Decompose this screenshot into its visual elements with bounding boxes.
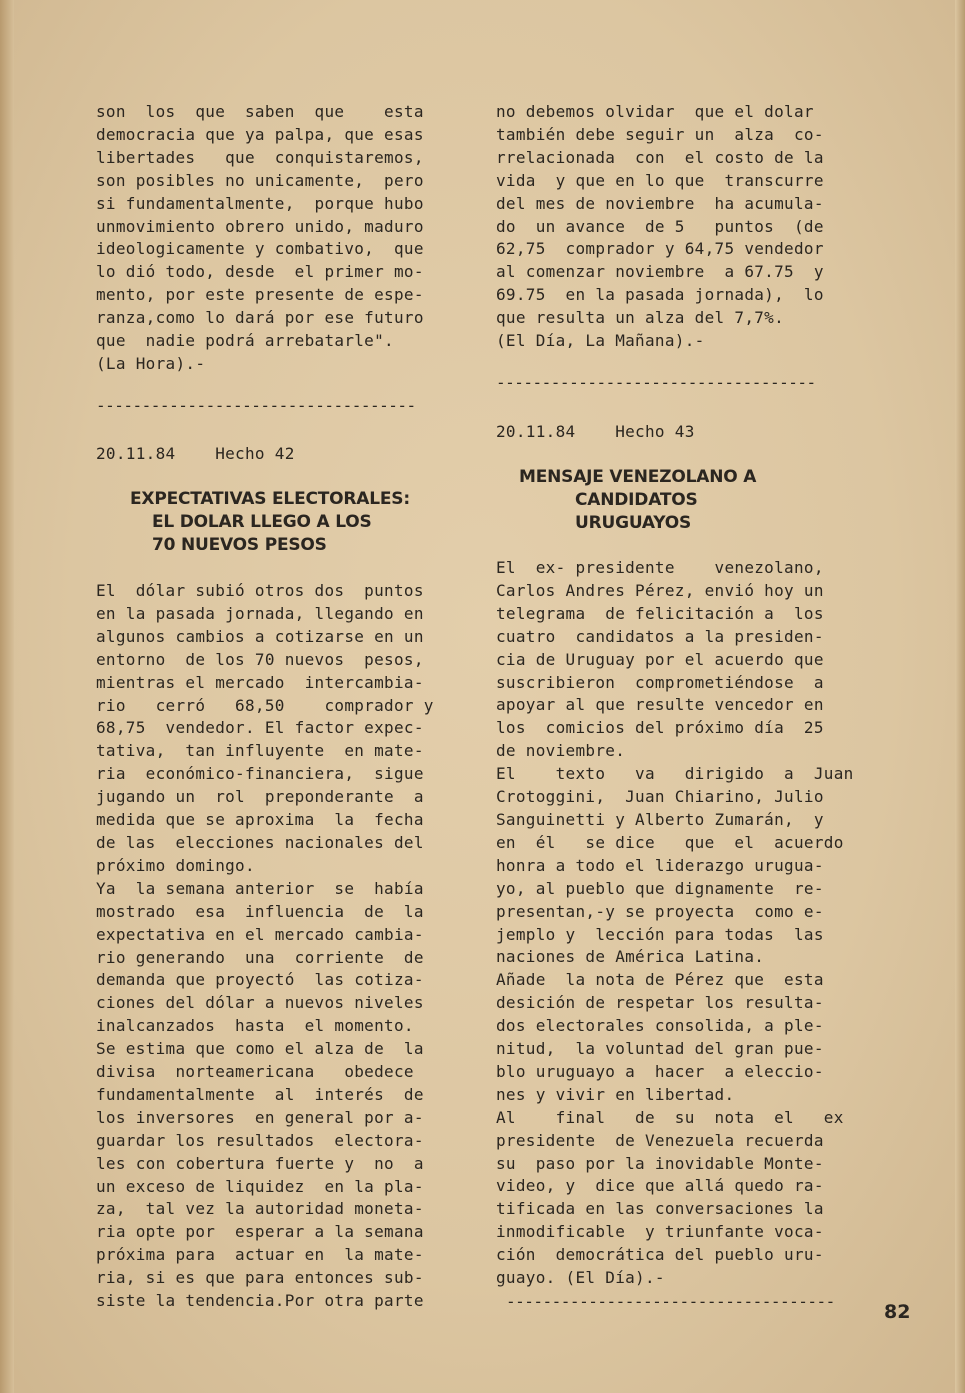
text-line: en la pasada jornada, llegando en: [96, 603, 424, 623]
right-column: [496, 101, 881, 353]
text-line: ria, si es que para entonces sub-: [96, 1268, 424, 1288]
text-line: son posibles no unicamente, pero: [96, 170, 424, 190]
text-line: honra a todo el liderazgo urugua-: [496, 855, 824, 875]
text-line: cuatro candidatos a la presiden-: [496, 626, 824, 646]
headline-line: MENSAJE VENEZOLANO A: [519, 467, 757, 487]
text-line: naciones de América Latina.: [496, 947, 765, 967]
text-line: expectativa en el mercado cambia-: [96, 924, 424, 944]
text-line: rio cerró 68,50 comprador y: [96, 695, 434, 715]
text-line: fundamentalmente al interés de: [96, 1084, 424, 1104]
text-line: si fundamentalmente, porque hubo: [96, 193, 424, 213]
text-line: divisa norteamericana obedece: [96, 1062, 414, 1082]
text-line: Al final de su nota el ex: [496, 1107, 844, 1127]
left-column: [96, 101, 476, 376]
text-line: El dólar subió otros dos puntos: [96, 581, 424, 600]
text-line: siste la tendencia.Por otra parte: [96, 1291, 424, 1311]
text-line: guayo. (El Día).-: [496, 1268, 665, 1288]
text-line: telegrama de felicitación a los: [496, 603, 824, 623]
text-line: jugando un rol preponderante a: [96, 787, 424, 807]
headline-line: EXPECTATIVAS ELECTORALES:: [130, 489, 410, 509]
text-line: Añade la nota de Pérez que esta: [496, 970, 824, 990]
text-line: 69.75 en la pasada jornada), lo: [496, 285, 824, 305]
text-line: su paso por la inovidable Monte-: [496, 1153, 824, 1173]
text-line: yo, al pueblo que dignamente re-: [496, 878, 824, 898]
text-line: presidente de Venezuela recuerda: [496, 1130, 824, 1150]
text-line: en él se dice que el acuerdo: [496, 832, 844, 852]
text-line: blo uruguayo a hacer a eleccio-: [496, 1061, 824, 1081]
text-line: inmodificable y triunfante voca-: [496, 1222, 824, 1242]
text-line: mostrado esa influencia de la: [96, 901, 424, 921]
text-line: (El Día, La Mañana).-: [496, 331, 705, 351]
text-line: rio generando una corriente de: [96, 947, 424, 967]
headline-line: EL DOLAR LLEGO A LOS: [152, 511, 372, 532]
text-line: video, y dice que allá quedo ra-: [496, 1176, 824, 1196]
left-intro-text: [96, 101, 476, 376]
text-line: ria opte por esperar a la semana: [96, 1222, 424, 1242]
text-line: jemplo y lección para todas las: [496, 924, 824, 944]
text-line: algunos cambios a cotizarse en un: [96, 626, 424, 646]
page-number: 82: [884, 1301, 911, 1323]
text-line: 68,75 vendedor. El factor expec-: [96, 718, 424, 738]
text-line: inalcanzados hasta el momento.: [96, 1016, 414, 1036]
text-line: (La Hora).-: [96, 353, 206, 373]
article-hecho-43: [496, 421, 881, 444]
left-divider: -----------------------------------: [96, 396, 416, 415]
text-line: Ya la semana anterior se había: [96, 878, 424, 898]
text-line: tificada en las conversaciones la: [496, 1199, 824, 1219]
text-line: tativa, tan influyente en mate-: [96, 741, 424, 761]
text-line: también debe seguir un alza co-: [496, 124, 824, 144]
headline-line: 70 NUEVOS PESOS: [152, 534, 327, 555]
text-line: los inversores en general por a-: [96, 1107, 424, 1127]
article-dateline: 20.11.84 Hecho 43: [496, 422, 695, 441]
text-line: lo dió todo, desde el primer mo-: [96, 262, 424, 282]
text-line: del mes de noviembre ha acumula-: [496, 193, 824, 213]
right-divider: -----------------------------------: [496, 373, 816, 392]
text-line: nes y vivir en libertad.: [496, 1084, 735, 1104]
text-line: los comicios del próximo día 25: [496, 718, 824, 738]
text-line: son los que saben que esta: [96, 102, 424, 121]
article-42-headline: [130, 488, 510, 557]
text-line: El texto va dirigido a Juan: [496, 764, 854, 784]
text-line: al comenzar noviembre a 67.75 y: [496, 262, 824, 282]
text-line: unmovimiento obrero unido, maduro: [96, 216, 424, 236]
text-line: medida que se aproxima la fecha: [96, 810, 424, 830]
text-line: 62,75 comprador y 64,75 vendedor: [496, 239, 824, 259]
text-line: rrelacionada con el costo de la: [496, 147, 824, 167]
text-line: Carlos Andres Pérez, envió hoy un: [496, 580, 824, 600]
page-left-edge: [0, 0, 14, 1393]
text-line: les con cobertura fuerte y no a: [96, 1153, 424, 1173]
text-line: entorno de los 70 nuevos pesos,: [96, 649, 424, 669]
text-line: mento, por este presente de espe-: [96, 285, 424, 305]
text-line: vida y que en lo que transcurre: [496, 170, 824, 190]
text-line: ria económico-financiera, sigue: [96, 764, 424, 784]
article-42-body: [96, 580, 476, 1313]
closing-rule: ------------------------------------: [506, 1292, 835, 1311]
text-line: de noviembre.: [496, 741, 626, 761]
text-line: de las elecciones nacionales del: [96, 832, 424, 852]
headline-line: CANDIDATOS: [575, 489, 698, 510]
text-line: nitud, la voluntad del gran pue-: [496, 1039, 824, 1059]
text-line: apoyar al que resulte vencedor en: [496, 695, 824, 715]
text-line: no debemos olvidar que el dolar: [496, 102, 814, 121]
text-line: próxima para actuar en la mate-: [96, 1245, 424, 1265]
text-line: El ex- presidente venezolano,: [496, 558, 824, 577]
text-line: presentan,-y se proyecta como e-: [496, 901, 824, 921]
text-line: demanda que proyectó las cotiza-: [96, 970, 424, 990]
text-line: que resulta un alza del 7,7%.: [496, 308, 785, 328]
text-line: guardar los resultados electora-: [96, 1130, 424, 1150]
text-line: mientras el mercado intercambia-: [96, 672, 424, 692]
text-line: ciones del dólar a nuevos niveles: [96, 993, 424, 1013]
text-line: za, tal vez la autoridad moneta-: [96, 1199, 424, 1219]
text-line: cia de Uruguay por el acuerdo que: [496, 649, 824, 669]
headline-line: URUGUAYOS: [575, 512, 692, 533]
text-line: do un avance de 5 puntos (de: [496, 216, 824, 236]
text-line: libertades que conquistaremos,: [96, 147, 424, 167]
text-line: Se estima que como el alza de la: [96, 1039, 424, 1059]
text-line: democracia que ya palpa, que esas: [96, 124, 424, 144]
text-line: próximo domingo.: [96, 855, 255, 875]
article-43-headline: [519, 466, 904, 535]
text-line: que nadie podrá arrebatarle".: [96, 331, 394, 351]
text-line: dos electorales consolida, a ple-: [496, 1016, 824, 1036]
article-43-body: [496, 557, 881, 1290]
text-line: ideologicamente y combativo, que: [96, 239, 424, 259]
page-right-edge: [955, 0, 965, 1393]
article-dateline: 20.11.84 Hecho 42: [96, 444, 295, 463]
text-line: desición de respetar los resulta-: [496, 993, 824, 1013]
text-line: Sanguinetti y Alberto Zumarán, y: [496, 809, 824, 829]
article-hecho-42: [96, 443, 476, 466]
text-line: Crotoggini, Juan Chiarino, Julio: [496, 787, 824, 807]
text-line: ranza,como lo dará por ese futuro: [96, 308, 424, 328]
text-line: un exceso de liquidez en la pla-: [96, 1176, 424, 1196]
text-line: suscribieron comprometiéndose a: [496, 672, 824, 692]
text-line: ción democrática del pueblo uru-: [496, 1245, 824, 1265]
